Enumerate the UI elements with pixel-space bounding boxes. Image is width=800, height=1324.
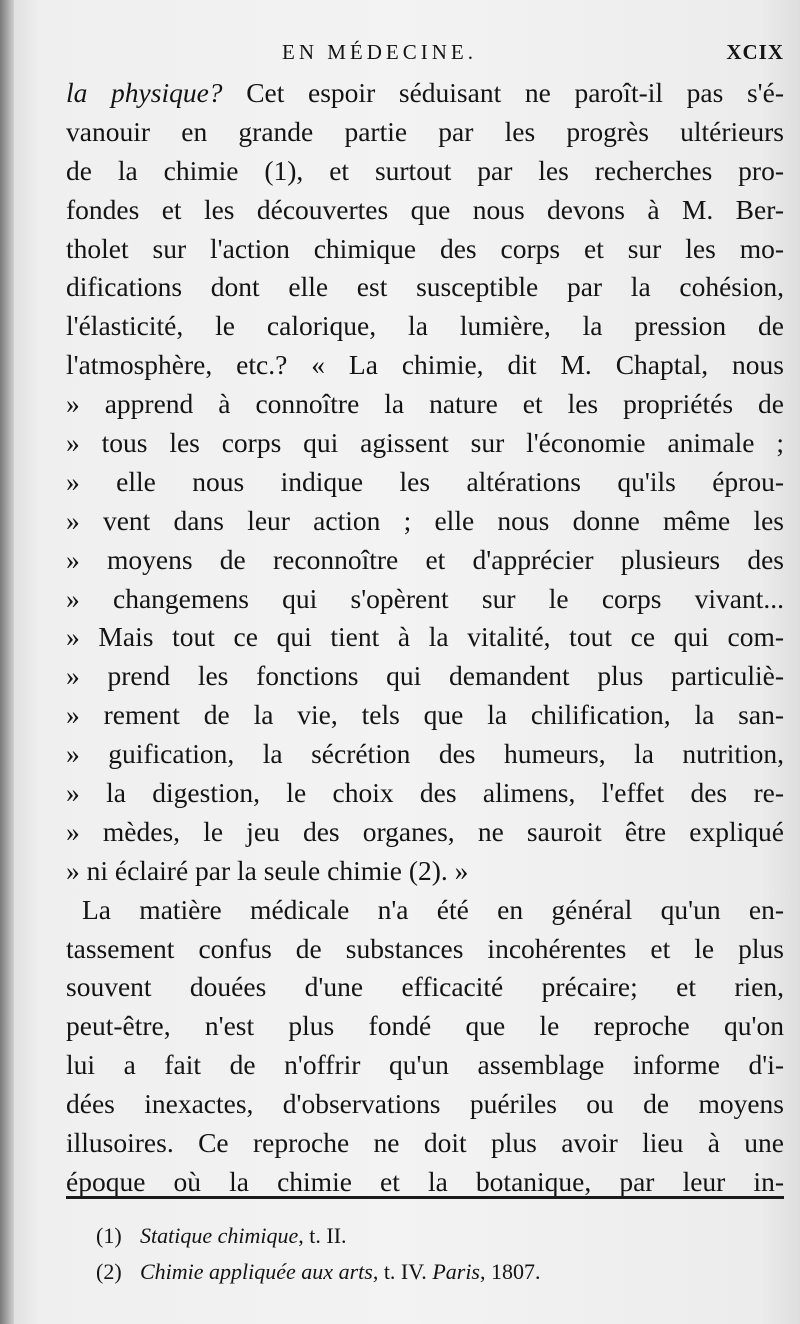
text-line: fondes et les découvertes que nous devons à M. Ber- [66, 193, 784, 225]
footnote-text: , t. II. [298, 1223, 347, 1248]
quote-line: » elle nous indique les altérations qu'ils éprou- [66, 465, 784, 497]
quote-line: » rement de la vie, tels que la chilification, la san- [66, 699, 784, 731]
text-line: difications dont elle est susceptible par la cohésion, [66, 271, 784, 303]
text-line: vanouir en grande partie par les progrès ultérieurs [66, 115, 784, 147]
text-line: dées inexactes, d'observations puériles ou de moyens [66, 1088, 784, 1120]
quote-line: » guification, la sécrétion des humeurs, la nutrition, [66, 738, 784, 770]
quote-line: » vent dans leur action ; elle nous donne même les [66, 504, 784, 536]
quote-line: » ni éclairé par la seule chimie (2). » [66, 854, 469, 886]
italic-phrase: la physique? [66, 77, 223, 108]
footnote-mark: (1) [96, 1223, 122, 1248]
text-line: tholet sur l'action chimique des corps et sur les mo- [66, 232, 784, 264]
footnote-2 [96, 1254, 776, 1290]
quote-line: » mèdes, le jeu des organes, ne sauroit être expliqué [66, 815, 784, 847]
paragraph-start-line: La matière médicale n'a été en général qu'un en- [82, 893, 784, 925]
text-line: illusoires. Ce reproche ne doit plus avoir lieu à une [66, 1127, 784, 1159]
footnote-text: , t. IV. [372, 1259, 433, 1284]
footnote-place: Paris [432, 1259, 480, 1284]
footnote-1 [96, 1218, 776, 1254]
text-line: lui a fait de n'offrir qu'un assemblage informe d'i- [66, 1049, 784, 1081]
footnote-title: Statique chimique [140, 1223, 299, 1248]
text-line: souvent douées d'une efficacité précaire; et rien, [66, 971, 784, 1003]
running-title: EN MÉDECINE. [282, 40, 477, 64]
text-line: tassement confus de substances incohérentes et le plus [66, 932, 784, 964]
footnote-mark: (2) [96, 1259, 122, 1284]
text-line: l'élasticité, le calorique, la lumière, la pression de [66, 310, 784, 342]
text-line: de la chimie (1), et surtout par les recherches pro- [66, 154, 784, 186]
text-line: époque où la chimie et la botanique, par leur in- [66, 1165, 784, 1197]
quote-line: » apprend à connoître la nature et les propriétés de [66, 388, 784, 420]
quote-line: » tous les corps qui agissent sur l'économie animale ; [66, 427, 784, 459]
quote-line: » moyens de reconnoître et d'apprécier plusieurs des [66, 543, 784, 575]
quote-line: » la digestion, le choix des alimens, l'effet des re- [66, 777, 784, 809]
quote-line: » Mais tout ce qui tient à la vitalité, tout ce qui com- [66, 621, 784, 653]
text-line [66, 74, 784, 113]
line-text: Cet espoir séduisant ne paroît-il pas s'é- [222, 77, 784, 108]
text-line: peut-être, n'est plus fondé que le reproche qu'on [66, 1010, 784, 1042]
footnote-rule [66, 1196, 784, 1199]
footnotes [96, 1218, 776, 1290]
page-number: XCIX [726, 40, 784, 64]
quote-line: » prend les fonctions qui demandent plus particuliè- [66, 660, 784, 692]
quote-line: » changemens qui s'opèrent sur le corps vivant... [66, 582, 784, 614]
footnote-year: , 1807. [480, 1259, 541, 1284]
text-line: l'atmosphère, etc.? « La chimie, dit M. Chaptal, nous [66, 349, 784, 381]
footnote-title: Chimie appliquée aux arts [140, 1259, 373, 1284]
body-text [66, 74, 784, 1202]
